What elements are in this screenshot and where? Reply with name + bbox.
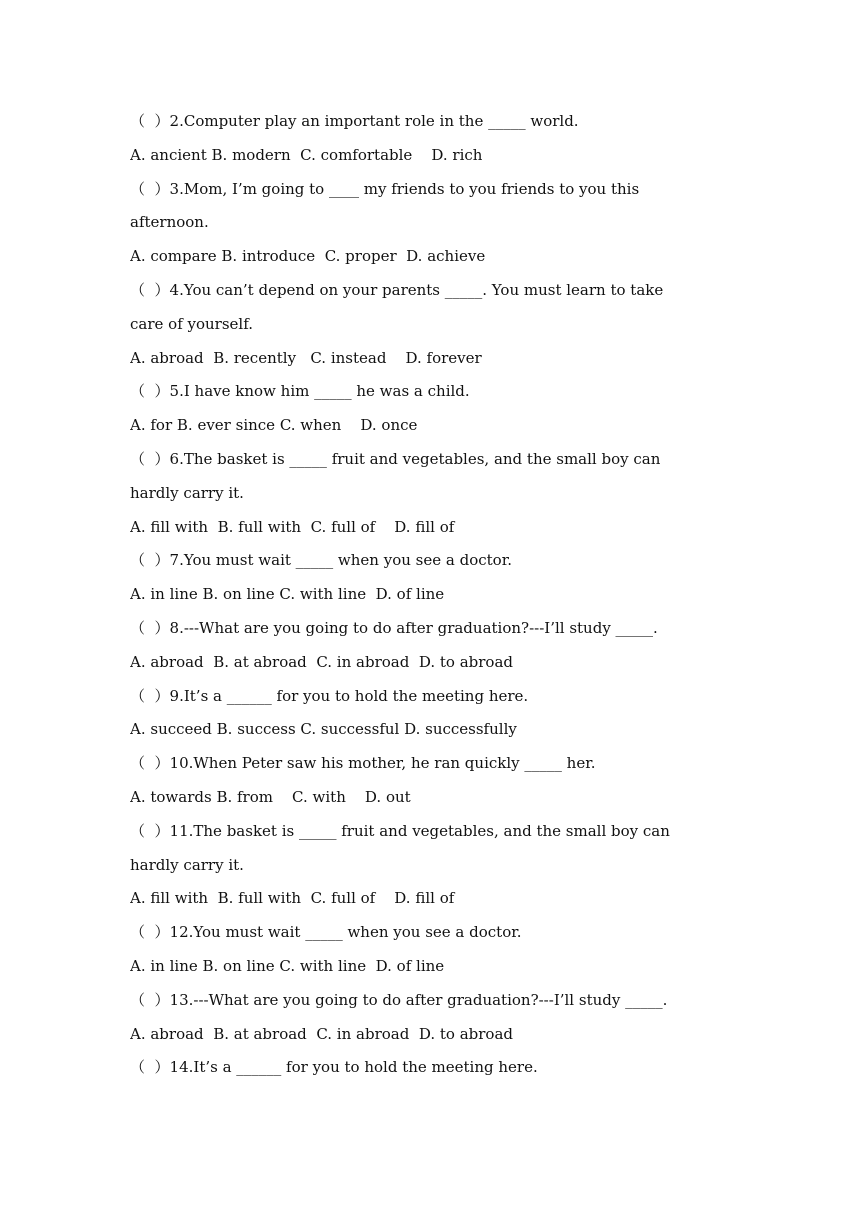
question-7-options: A. in line B. on line C. with line D. of line	[130, 585, 445, 604]
question-3-options: A. compare B. introduce C. proper D. achieve	[130, 247, 486, 266]
question-8-options: A. abroad B. at abroad C. in abroad D. to abroad	[130, 652, 513, 671]
question-9-options: A. succeed B. success C. successful D. successfully	[130, 720, 517, 739]
question-9: （ ）9.It’s a ______ for you to hold the meeting here.	[130, 686, 529, 705]
worksheet-page	[130, 105, 734, 1085]
question-2: （ ）2.Computer play an important role in the _____ world.	[130, 112, 579, 130]
question-10-options: A. towards B. from C. with D. out	[130, 787, 411, 806]
question-2-options: A. ancient B. modern C. comfortable D. rich	[130, 145, 483, 164]
question-4: （ ）4.You can’t depend on your parents _____. You must learn to take	[130, 280, 664, 299]
question-8: （ ）8.---What are you going to do after graduation?---I’ll study _____.	[130, 618, 658, 637]
question-4-continuation: care of yourself.	[130, 314, 254, 333]
question-5: （ ）5.I have know him _____ he was a child.	[130, 382, 470, 401]
question-11-continuation: hardly carry it.	[130, 855, 244, 874]
question-12: （ ）12.You must wait _____ when you see a doctor.	[130, 923, 522, 942]
question-7: （ ）7.You must wait _____ when you see a doctor.	[130, 551, 512, 570]
question-11-options: A. fill with B. full with C. full of D. fill of	[130, 889, 455, 908]
question-3-continuation: afternoon.	[130, 213, 209, 232]
question-6: （ ）6.The basket is _____ fruit and vegetables, and the small boy can	[130, 449, 661, 468]
question-13-options: A. abroad B. at abroad C. in abroad D. to abroad	[130, 1024, 513, 1043]
question-6-options: A. fill with B. full with C. full of D. fill of	[130, 517, 455, 536]
question-11: （ ）11.The basket is _____ fruit and vegetables, and the small boy can	[130, 821, 670, 840]
question-3: （ ）3.Mom, I’m going to ____ my friends to you friends to you this	[130, 179, 640, 198]
question-4-options: A. abroad B. recently C. instead D. forever	[130, 348, 482, 367]
question-10: （ ）10.When Peter saw his mother, he ran quickly _____ her.	[130, 754, 596, 773]
question-13: （ ）13.---What are you going to do after graduation?---I’ll study _____.	[130, 990, 668, 1009]
question-6-continuation: hardly carry it.	[130, 483, 244, 502]
question-5-options: A. for B. ever since C. when D. once	[130, 416, 418, 435]
question-14: （ ）14.It’s a ______ for you to hold the meeting here.	[130, 1058, 538, 1077]
question-12-options: A. in line B. on line C. with line D. of line	[130, 956, 445, 975]
